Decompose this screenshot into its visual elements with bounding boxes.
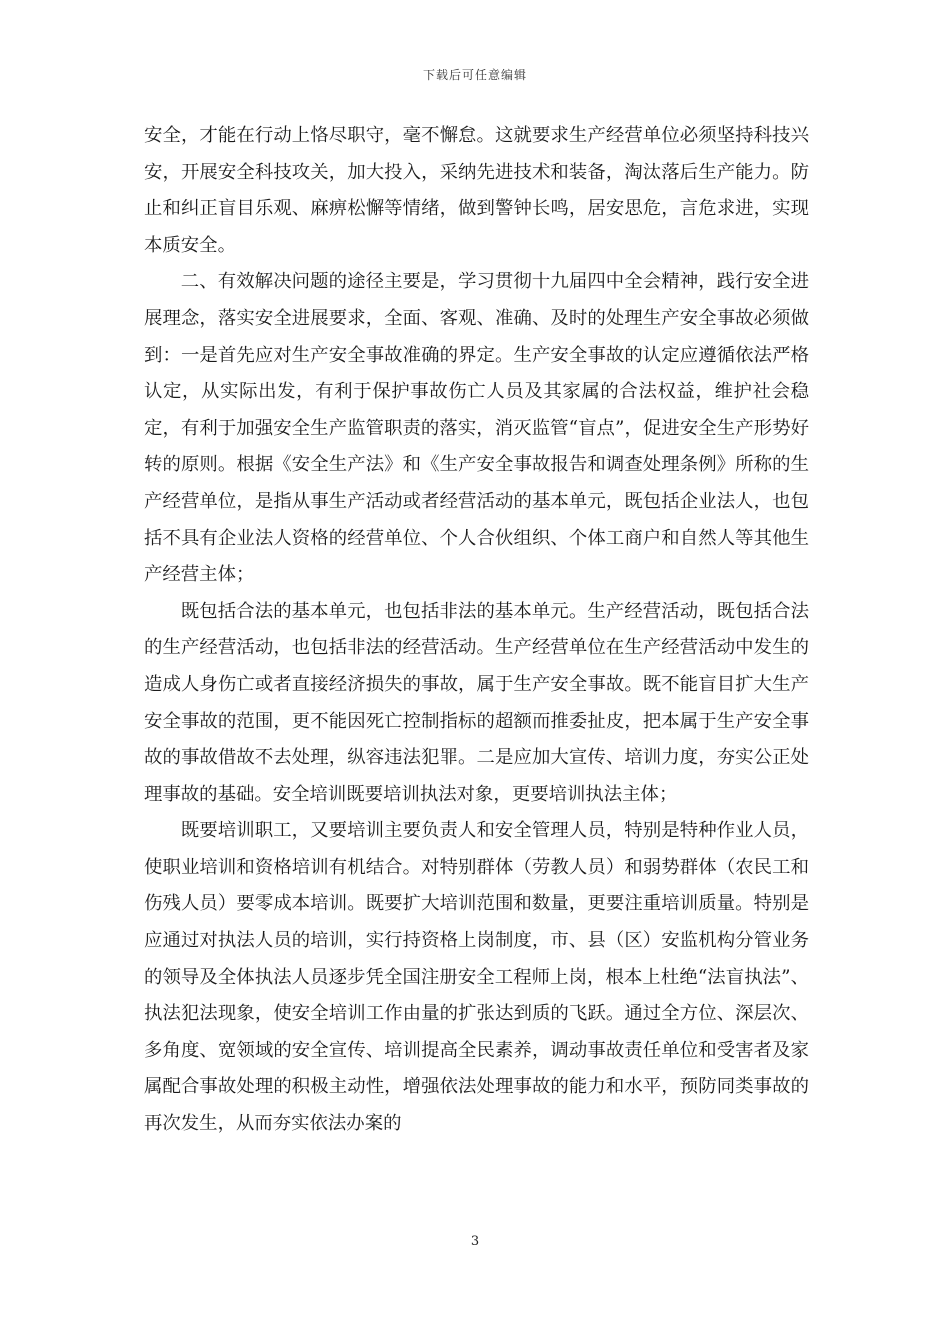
paragraph-2: 二、有效解决问题的途径主要是，学习贯彻十九届四中全会精神，践行安全进展理念，落实安全进展要求，全面、客观、准确、及时的处理生产安全事故必须做到：一是首先应对生产安全事故准确的界定。生产安全事故的认定应遵循依法严格认定，从实际出发，有利于保护事故伤亡人员及其家属的合法权益，维护社会稳定，有利于加强安全生产监管职责的落实，消灭监管“盲点”，促进安全生产形势好转的原则。根据《安全生产法》和《生产安全事故报告和调查处理条例》所称的生产经营单位，是指从事生产活动或者经营活动的基本单元，既包括企业法人，也包括不具有企业法人资格的经营单位、个人合伙组织、个体工商户和自然人等其他生产经营主体； <box>144 271 809 586</box>
paragraph-4: 既要培训职工，又要培训主要负责人和安全管理人员，特别是特种作业人员，使职业培训和资格培训有机结合。对特别群体（劳教人员）和弱势群体（农民工和伤残人员）要零成本培训。既要扩大培训范围和数量，更要注重培训质量。特别是应通过对执法人员的培训，实行持资格上岗制度，市、县（区）安监机构分管业务的领导及全体执法人员逐步凭全国注册安全工程师上岗，根本上杜绝“法盲执法”、执法犯法现象，使安全培训工作由量的扩张达到质的飞跃。通过全方位、深层次、多角度、宽领域的安全宣传、培训提高全民素养，调动事故责任单位和受害者及家属配合事故处理的积极主动性，增强依法处理事故的能力和水平，预防同类事故的再次发生，从而夯实依法办案的 <box>144 820 809 1135</box>
document-body <box>144 118 809 1143</box>
page-header: 下载后可任意编辑 <box>422 68 527 82</box>
page-number: 3 <box>470 1234 480 1249</box>
paragraph-3: 既包括合法的基本单元，也包括非法的基本单元。生产经营活动，既包括合法的生产经营活动，也包括非法的经营活动。生产经营单位在生产经营活动中发生的造成人身伤亡或者直接经济损失的事故，属于生产安全事故。既不能盲目扩大生产安全事故的范围，更不能因死亡控制指标的超额而推委扯皮，把本属于生产安全事故的事故借故不去处理，纵容违法犯罪。二是应加大宣传、培训力度，夯实公正处理事故的基础。安全培训既要培训执法对象，更要培训执法主体； <box>144 600 809 805</box>
paragraph-1: 安全，才能在行动上恪尽职守，毫不懈怠。这就要求生产经营单位必须坚持科技兴安，开展安全科技攻关，加大投入，采纳先进技术和装备，淘汰落后生产能力。防止和纠正盲目乐观、麻痹松懈等情绪，做到警钟长鸣，居安思危，言危求进，实现本质安全。 <box>144 125 809 256</box>
